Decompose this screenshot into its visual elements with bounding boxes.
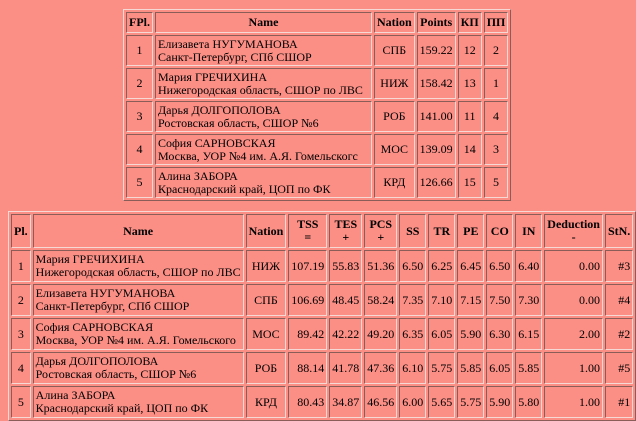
- nation-cell: НИЖ: [246, 250, 287, 282]
- header-nation: Nation: [246, 214, 287, 248]
- pcs-cell: 58.24: [364, 284, 397, 316]
- pcs-cell: 47.36: [364, 352, 397, 384]
- header-free-program: ПП: [484, 12, 509, 33]
- tr-cell: 7.10: [428, 284, 455, 316]
- athlete-name: Дарья ДОЛГОПОЛОВА: [158, 102, 281, 117]
- tr-cell: 6.05: [428, 318, 455, 350]
- header-name: Name: [33, 214, 244, 248]
- athlete-club: Санкт-Петербург, СПб СШОР: [35, 299, 190, 313]
- athlete-cell: [33, 250, 244, 282]
- free-program-place-cell: 5: [484, 167, 509, 198]
- athlete-cell: [33, 318, 244, 350]
- header-co: CO: [486, 214, 513, 248]
- athlete-club: Москва, УОР №4 им. А.Я. Гомельскогс: [158, 148, 358, 163]
- athlete-cell: [155, 35, 372, 66]
- nation-cell: МОС: [246, 318, 287, 350]
- short-program-place-cell: 13: [458, 68, 482, 99]
- athlete-name: Алина ЗАБОРА: [158, 168, 238, 183]
- pcs-cell: 46.56: [364, 386, 397, 418]
- table-row: [11, 250, 633, 282]
- pe-cell: 5.85: [457, 352, 484, 384]
- short-program-place-cell: 15: [458, 167, 482, 198]
- co-cell: 5.90: [486, 386, 513, 418]
- athlete-cell: [33, 386, 244, 418]
- place-cell: 1: [126, 35, 153, 66]
- tr-cell: 5.75: [428, 352, 455, 384]
- final-standings-header-row: [126, 12, 508, 33]
- start-number-cell: #1: [605, 386, 633, 418]
- segment-results-table: [8, 211, 636, 421]
- athlete-cell: [155, 68, 372, 99]
- header-deduction: [544, 214, 603, 248]
- header-in: IN: [515, 214, 542, 248]
- in-cell: 5.80: [515, 386, 542, 418]
- athlete-club: Краснодарский край, ЦОП по ФК: [158, 181, 331, 196]
- deduction-cell: 1.00: [544, 386, 603, 418]
- pcs-cell: 49.20: [364, 318, 397, 350]
- athlete-name: Дарья ДОЛГОПОЛОВА: [35, 354, 159, 368]
- pe-cell: 5.90: [457, 318, 484, 350]
- header-name: Name: [155, 12, 372, 33]
- ss-cell: 6.00: [399, 386, 426, 418]
- points-cell: 158.42: [417, 68, 456, 99]
- in-cell: 6.40: [515, 250, 542, 282]
- athlete-name: София САРНОВСКАЯ: [158, 135, 276, 150]
- deduction-cell: 2.00: [544, 318, 603, 350]
- pe-cell: 6.45: [457, 250, 484, 282]
- short-program-place-cell: 12: [458, 35, 482, 66]
- points-cell: 141.00: [417, 101, 456, 132]
- tss-cell: 80.43: [288, 386, 327, 418]
- final-standings-table: [123, 9, 511, 201]
- header-deduction-label: Deduction: [547, 217, 600, 231]
- start-number-cell: #5: [605, 352, 633, 384]
- start-number-cell: #4: [605, 284, 633, 316]
- deduction-cell: 0.00: [544, 284, 603, 316]
- athlete-club: Ростовская область, СШОР №6: [35, 367, 197, 381]
- ss-cell: 6.10: [399, 352, 426, 384]
- table-row: [126, 167, 508, 198]
- short-program-place-cell: 11: [458, 101, 482, 132]
- athlete-club: Краснодарский край, ЦОП по ФК: [35, 401, 209, 415]
- tss-cell: 89.42: [288, 318, 327, 350]
- header-points: Points: [417, 12, 456, 33]
- athlete-name: Елизавета НУГУМАНОВА: [35, 286, 176, 300]
- tes-cell: 42.22: [329, 318, 362, 350]
- tr-cell: 6.25: [428, 250, 455, 282]
- in-cell: 5.85: [515, 352, 542, 384]
- header-start-number: StN.: [605, 214, 633, 248]
- nation-cell: СПБ: [374, 35, 415, 66]
- header-final-place: FPl.: [126, 12, 153, 33]
- table-row: [126, 134, 508, 165]
- table-row: [126, 68, 508, 99]
- header-tss-sign: =: [304, 230, 312, 244]
- pcs-cell: 51.36: [364, 250, 397, 282]
- place-cell: 1: [11, 250, 31, 282]
- athlete-club: Ростовская область, СШОР №6: [158, 115, 319, 130]
- nation-cell: МОС: [374, 134, 415, 165]
- place-cell: 4: [11, 352, 31, 384]
- co-cell: 6.05: [486, 352, 513, 384]
- short-program-place-cell: 14: [458, 134, 482, 165]
- athlete-club: Нижегородская область, СШОР по ЛВС: [35, 265, 241, 279]
- in-cell: 7.30: [515, 284, 542, 316]
- deduction-cell: 0.00: [544, 250, 603, 282]
- header-pcs: [364, 214, 397, 248]
- place-cell: 5: [126, 167, 153, 198]
- athlete-cell: [33, 284, 244, 316]
- tes-cell: 41.78: [329, 352, 362, 384]
- athlete-club: Санкт-Петербург, СПб СШОР: [158, 49, 312, 64]
- header-short-program: КП: [458, 12, 482, 33]
- pe-cell: 7.15: [457, 284, 484, 316]
- ss-cell: 6.50: [399, 250, 426, 282]
- athlete-club: Москва, УОР №4 им. А.Я. Гомельского: [35, 333, 236, 347]
- tes-cell: 34.87: [329, 386, 362, 418]
- header-tes: [329, 214, 362, 248]
- place-cell: 3: [126, 101, 153, 132]
- header-pcs-sign: +: [377, 230, 385, 244]
- athlete-name: София САРНОВСКАЯ: [35, 320, 154, 334]
- athlete-name: Мария ГРЕЧИХИНА: [35, 252, 145, 266]
- place-cell: 4: [126, 134, 153, 165]
- athlete-name: Елизавета НУГУМАНОВА: [158, 36, 298, 51]
- table-row: [11, 284, 633, 316]
- athlete-name: Мария ГРЕЧИХИНА: [158, 69, 268, 84]
- tes-cell: 48.45: [329, 284, 362, 316]
- header-tss-label: TSS: [297, 217, 319, 231]
- place-cell: 2: [11, 284, 31, 316]
- header-place: Pl.: [11, 214, 31, 248]
- ss-cell: 6.35: [399, 318, 426, 350]
- ss-cell: 7.35: [399, 284, 426, 316]
- athlete-cell: [155, 101, 372, 132]
- header-pe: PE: [457, 214, 484, 248]
- nation-cell: СПБ: [246, 284, 287, 316]
- points-cell: 139.09: [417, 134, 456, 165]
- table-row: [11, 352, 633, 384]
- tr-cell: 5.65: [428, 386, 455, 418]
- header-ss: SS: [399, 214, 426, 248]
- header-tr: TR: [428, 214, 455, 248]
- place-cell: 3: [11, 318, 31, 350]
- pe-cell: 5.75: [457, 386, 484, 418]
- athlete-cell: [33, 352, 244, 384]
- header-tss: [288, 214, 327, 248]
- free-program-place-cell: 1: [484, 68, 509, 99]
- athlete-cell: [155, 134, 372, 165]
- start-number-cell: #2: [605, 318, 633, 350]
- nation-cell: РОБ: [246, 352, 287, 384]
- table-row: [11, 318, 633, 350]
- points-cell: 126.66: [417, 167, 456, 198]
- segment-results-header-row: [11, 214, 633, 248]
- athlete-cell: [155, 167, 372, 198]
- header-pcs-label: PCS: [369, 217, 393, 231]
- co-cell: 6.30: [486, 318, 513, 350]
- table-row: [126, 101, 508, 132]
- tes-cell: 55.83: [329, 250, 362, 282]
- header-nation: Nation: [374, 12, 415, 33]
- free-program-place-cell: 4: [484, 101, 509, 132]
- place-cell: 5: [11, 386, 31, 418]
- free-program-place-cell: 2: [484, 35, 509, 66]
- tss-cell: 107.19: [288, 250, 327, 282]
- header-deduction-sign: -: [571, 230, 576, 244]
- tss-cell: 88.14: [288, 352, 327, 384]
- place-cell: 2: [126, 68, 153, 99]
- nation-cell: НИЖ: [374, 68, 415, 99]
- start-number-cell: #3: [605, 250, 633, 282]
- athlete-name: Алина ЗАБОРА: [35, 388, 116, 402]
- nation-cell: КРД: [374, 167, 415, 198]
- nation-cell: РОБ: [374, 101, 415, 132]
- header-tes-sign: +: [342, 230, 350, 244]
- deduction-cell: 1.00: [544, 352, 603, 384]
- co-cell: 7.50: [486, 284, 513, 316]
- points-cell: 159.22: [417, 35, 456, 66]
- table-row: [11, 386, 633, 418]
- header-tes-label: TES: [334, 217, 358, 231]
- tss-cell: 106.69: [288, 284, 327, 316]
- table-row: [126, 35, 508, 66]
- co-cell: 6.50: [486, 250, 513, 282]
- nation-cell: КРД: [246, 386, 287, 418]
- free-program-place-cell: 3: [484, 134, 509, 165]
- athlete-club: Нижегородская область, СШОР по ЛВС: [158, 82, 363, 97]
- in-cell: 6.15: [515, 318, 542, 350]
